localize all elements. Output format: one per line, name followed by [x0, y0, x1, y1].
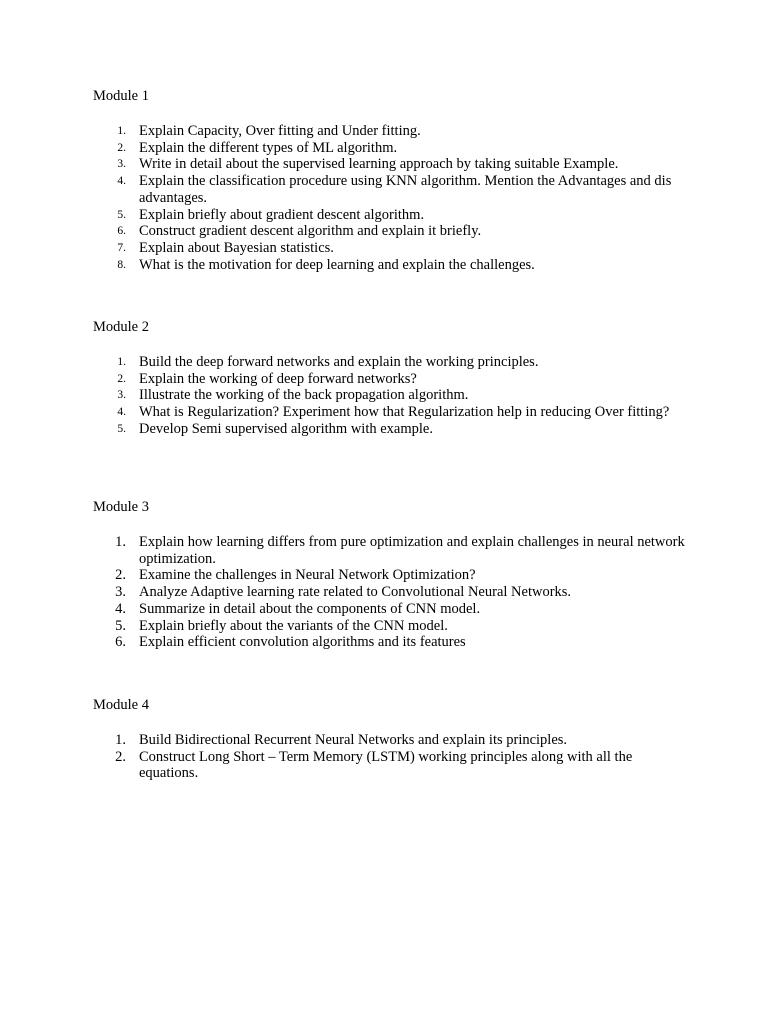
question-text: Explain briefly about gradient descent algorithm.	[139, 206, 425, 223]
question-number: 3.	[117, 389, 126, 402]
question-number: 6.	[115, 634, 126, 651]
question-text: Illustrate the working of the back propagation algorithm.	[139, 387, 469, 404]
module-4-section	[93, 697, 693, 782]
question-text: Explain the classification procedure using KNN algorithm. Mention the Advantages and dis advantages.	[139, 173, 672, 206]
question-item	[93, 732, 693, 749]
question-number: 6.	[117, 225, 126, 238]
question-item	[93, 123, 693, 140]
question-item	[93, 207, 693, 224]
question-item	[93, 156, 693, 173]
question-number: 7.	[117, 241, 126, 254]
question-item	[93, 173, 693, 206]
question-number: 2.	[115, 748, 126, 765]
question-item	[93, 749, 693, 782]
module-1-section	[93, 88, 693, 273]
question-number: 4.	[117, 175, 126, 188]
question-item	[93, 223, 693, 240]
question-text: Summarize in detail about the components of CNN model.	[139, 600, 481, 617]
question-item	[93, 240, 693, 257]
question-number: 5.	[117, 208, 126, 221]
module-title: Module 2	[93, 319, 149, 335]
question-item	[93, 421, 693, 438]
question-number: 1.	[115, 732, 126, 748]
question-list	[93, 354, 693, 438]
question-list	[93, 732, 693, 782]
question-text: Examine the challenges in Neural Network Optimization?	[139, 567, 476, 584]
question-item	[93, 601, 693, 618]
question-number: 1.	[115, 534, 126, 550]
question-number: 3.	[117, 158, 126, 171]
question-item	[93, 140, 693, 157]
question-number: 1.	[117, 125, 126, 137]
question-text: Build the deep forward networks and explain the working principles.	[139, 354, 539, 370]
question-number: 2.	[117, 372, 126, 385]
question-text: Explain how learning differs from pure optimization and explain challenges in neural network optimization.	[139, 534, 685, 567]
question-item	[93, 354, 693, 371]
question-text: Explain the different types of ML algorithm.	[139, 139, 398, 156]
question-item	[93, 534, 693, 567]
question-number: 5.	[115, 617, 126, 634]
question-text: What is the motivation for deep learning and explain the challenges.	[139, 256, 535, 273]
question-number: 1.	[117, 356, 126, 368]
module-title: Module 3	[93, 499, 149, 515]
question-text: Construct gradient descent algorithm and explain it briefly.	[139, 223, 482, 240]
question-number: 2.	[117, 141, 126, 154]
question-text: Explain briefly about the variants of the CNN model.	[139, 617, 448, 634]
question-text: Write in detail about the supervised learning approach by taking suitable Example.	[139, 156, 619, 173]
question-number: 8.	[117, 258, 126, 271]
question-text: What is Regularization? Experiment how that Regularization help in reducing Over fitting?	[139, 404, 670, 421]
question-item	[93, 257, 693, 274]
question-item	[93, 404, 693, 421]
question-text: Analyze Adaptive learning rate related to Convolutional Neural Networks.	[139, 584, 572, 601]
question-list	[93, 534, 693, 651]
question-number: 4.	[115, 600, 126, 617]
question-text: Explain efficient convolution algorithms and its features	[139, 634, 466, 651]
question-text: Explain the working of deep forward networks?	[139, 370, 417, 387]
question-text: Explain about Bayesian statistics.	[139, 239, 334, 256]
question-number: 3.	[115, 584, 126, 601]
question-item	[93, 387, 693, 404]
question-text: Develop Semi supervised algorithm with example.	[139, 420, 433, 437]
question-item	[93, 618, 693, 635]
question-item	[93, 371, 693, 388]
question-list	[93, 123, 693, 273]
question-number: 2.	[115, 567, 126, 584]
module-2-section	[93, 319, 693, 437]
question-text: Construct Long Short – Term Memory (LSTM) working principles along with all the equations.	[139, 748, 633, 782]
question-item	[93, 584, 693, 601]
question-text: Explain Capacity, Over fitting and Under fitting.	[139, 123, 421, 139]
question-number: 4.	[117, 406, 126, 419]
module-title: Module 1	[93, 88, 149, 104]
question-text: Build Bidirectional Recurrent Neural Networks and explain its principles.	[139, 732, 568, 748]
question-item	[93, 634, 693, 651]
question-item	[93, 567, 693, 584]
module-3-section	[93, 499, 693, 651]
question-number: 5.	[117, 422, 126, 435]
module-title: Module 4	[93, 697, 149, 713]
